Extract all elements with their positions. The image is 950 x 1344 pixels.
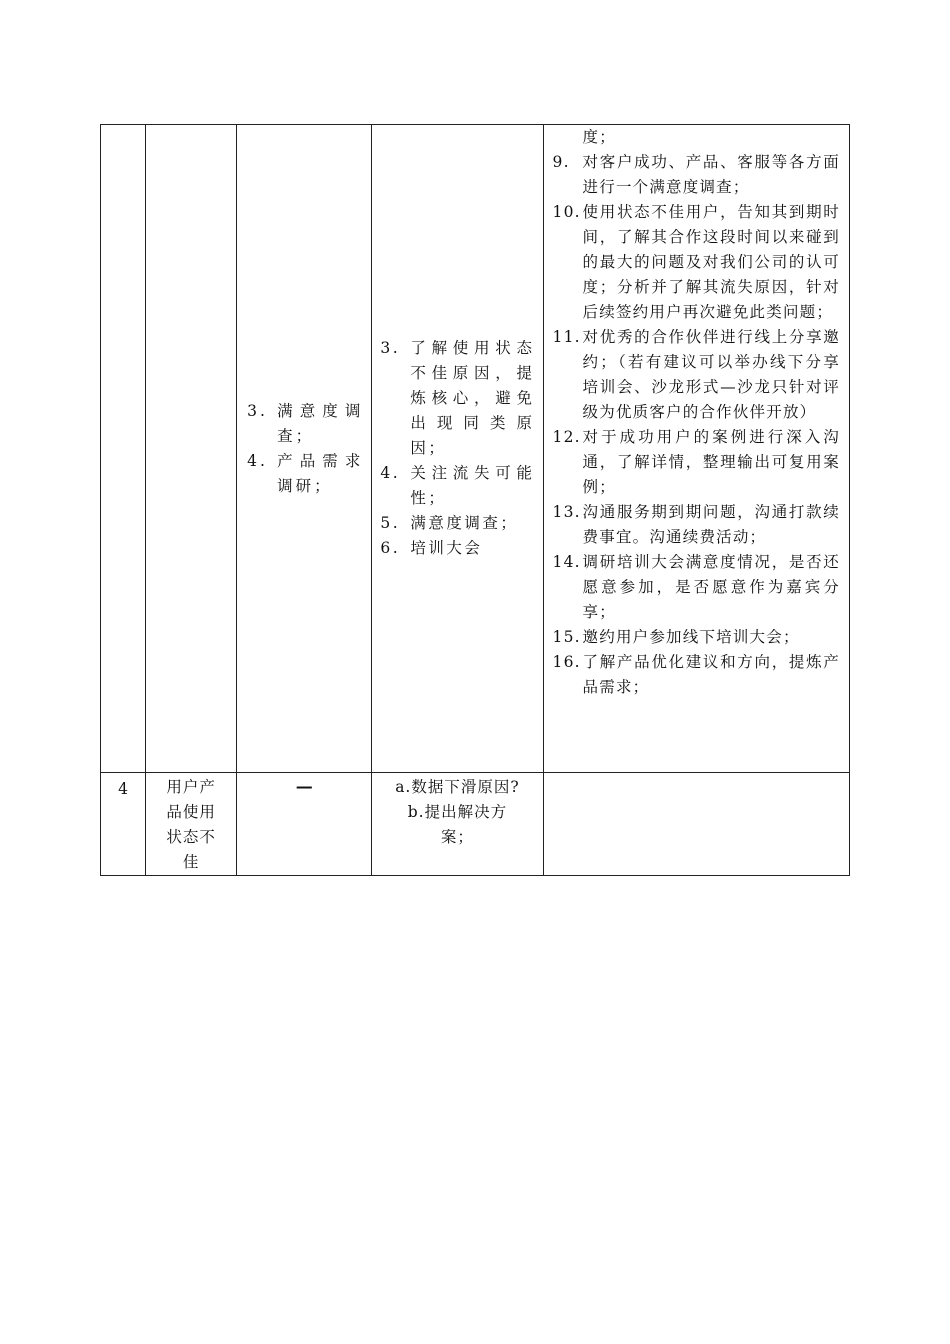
work-plan-table xyxy=(100,124,850,876)
list-item-text: 培训大会 xyxy=(410,539,483,557)
list-item-number: 12. xyxy=(552,428,581,446)
cell-actions xyxy=(543,125,849,773)
table-row-4 xyxy=(101,773,850,876)
row-4-actions-empty xyxy=(543,773,849,876)
list-item-number: 3. xyxy=(380,339,401,357)
row-title-line: 用户产 xyxy=(166,778,216,796)
list-item xyxy=(553,650,840,700)
goal-list xyxy=(380,336,534,561)
row-4-key-task-dash: — xyxy=(237,773,372,876)
cell-key-tasks xyxy=(237,125,372,773)
list-item-number: 14. xyxy=(552,553,581,571)
list-item xyxy=(380,336,534,461)
list-item-text: 了解使用状态不佳原因，提炼核心，避免出现同类原因； xyxy=(410,339,535,457)
list-item-number: 13. xyxy=(552,503,581,521)
list-item-text: 对客户成功、产品、客服等各方面进行一个满意度调查； xyxy=(582,153,840,196)
list-item-text: 产品需求调研； xyxy=(277,451,364,495)
key-task-list xyxy=(247,399,363,499)
list-item xyxy=(380,461,534,511)
row-4-goals xyxy=(372,773,543,876)
list-item-number: 6. xyxy=(380,539,401,557)
list-item-text: 对于成功用户的案例进行深入沟通，了解详情，整理输出可复用案例； xyxy=(582,428,840,496)
list-item-number: 9. xyxy=(552,153,570,171)
list-item-continuation: 度； xyxy=(582,128,616,146)
row-4-goal-line: 案； xyxy=(440,828,474,846)
list-item xyxy=(553,500,840,550)
list-item-text: 沟通服务期到期问题，沟通打款续费事宜。沟通续费活动； xyxy=(582,503,840,546)
list-item xyxy=(553,550,840,625)
list-item-number: 4. xyxy=(380,464,401,482)
row-title-line: 状态不 xyxy=(166,828,216,846)
list-item-text: 关注流失可能性； xyxy=(410,464,535,507)
list-item xyxy=(380,536,534,561)
list-item-text: 了解产品优化建议和方向，提炼产品需求； xyxy=(582,653,840,696)
row-title-line: 品使用 xyxy=(166,803,216,821)
list-item xyxy=(553,625,840,650)
list-item-text: 邀约用户参加线下培训大会； xyxy=(582,628,800,646)
list-item xyxy=(553,325,840,425)
list-item-text: 对优秀的合作伙伴进行线上分享邀约；（若有建议可以举办线下分享培训会、沙龙形式—沙龙只针对评级为优质客户的合作伙伴开放） xyxy=(582,328,840,421)
list-item-number: 10. xyxy=(552,203,581,221)
action-list xyxy=(553,125,840,700)
row-4-goal-line: a.数据下滑原因? xyxy=(395,778,520,796)
list-item-number: 11. xyxy=(552,328,581,346)
list-item-text: 满意度调查； xyxy=(410,514,519,532)
list-item-number: 4. xyxy=(247,451,268,470)
list-item-number: 3. xyxy=(247,401,268,420)
cell-stage-empty xyxy=(146,125,237,773)
cell-goals xyxy=(372,125,543,773)
list-item-text: 使用状态不佳用户，告知其到期时间，了解其合作这段时间以来碰到的最大的问题及对我们公司的认可度；分析并了解其流失原因，针对后续签约用户再次避免此类问题； xyxy=(582,203,840,321)
list-item xyxy=(553,425,840,500)
row-title xyxy=(146,773,237,876)
list-item xyxy=(553,200,840,325)
list-item-number: 16. xyxy=(552,653,581,671)
list-item xyxy=(247,449,363,499)
list-item xyxy=(553,150,840,200)
row-title-line: 佳 xyxy=(182,853,200,871)
row-number: 4 xyxy=(101,773,146,876)
list-item-text: 调研培训大会满意度情况，是否还愿意参加，是否愿意作为嘉宾分享； xyxy=(582,553,840,621)
list-item-text: 满意度调查； xyxy=(277,401,364,445)
cell-index-empty xyxy=(101,125,146,773)
list-item-number: 5. xyxy=(380,514,401,532)
row-4-goal-line: b.提出解决方 xyxy=(407,803,508,821)
list-item xyxy=(247,399,363,449)
list-item xyxy=(380,511,534,536)
table-row-continued xyxy=(101,125,850,773)
list-item-number: 15. xyxy=(552,628,581,646)
